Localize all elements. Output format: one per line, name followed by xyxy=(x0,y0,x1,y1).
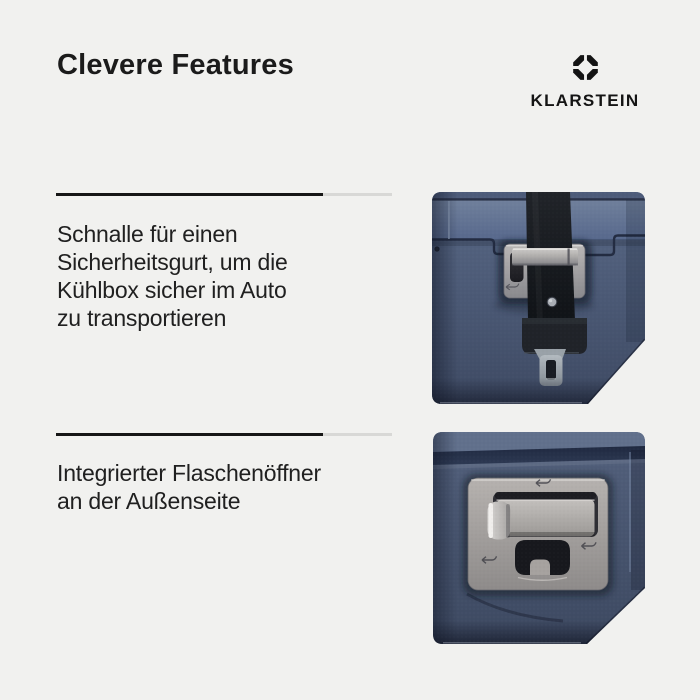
divider-light-segment xyxy=(323,433,392,436)
page-title: Clevere Features xyxy=(57,49,294,81)
text-line: zu transportieren xyxy=(57,305,227,331)
divider-dark-segment xyxy=(56,193,323,196)
section-divider xyxy=(56,433,392,436)
divider-light-segment xyxy=(323,193,392,196)
text-line: Sicherheitsgurt, um die xyxy=(57,249,288,275)
divider-dark-segment xyxy=(56,433,323,436)
feature-1-photo-seatbelt-buckle xyxy=(432,192,645,404)
section-divider xyxy=(56,193,392,196)
text-line: Schnalle für einen xyxy=(57,221,238,247)
brand-logo xyxy=(523,53,647,111)
klarstein-diamond-icon xyxy=(571,53,600,82)
feature-2-description xyxy=(57,459,321,515)
text-line: Kühlbox sicher im Auto xyxy=(57,277,287,303)
feature-2-photo-bottle-opener xyxy=(433,432,645,644)
text-line: Integrierter Flaschenöffner xyxy=(57,460,321,486)
brand-wordmark: KLARSTEIN xyxy=(530,91,640,110)
feature-1-description xyxy=(57,220,288,332)
text-line: an der Außenseite xyxy=(57,488,241,514)
